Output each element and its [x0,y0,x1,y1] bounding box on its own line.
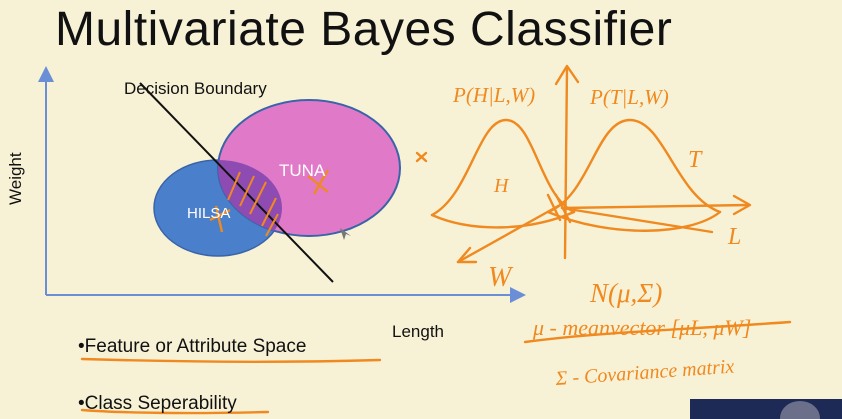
curve-t-annotation: T [688,147,702,173]
normal-annotation: N(μ,Σ) [590,278,663,308]
pdf-t-annotation: P(T|L,W) [590,85,669,109]
boundary-label: Decision Boundary [124,79,267,98]
hilsa-label: HILSA [187,205,231,222]
y-axis-label: Weight [6,152,25,205]
axis-l-annotation: L [728,224,742,250]
slide-title: Multivariate Bayes Classifier [55,3,673,56]
presenter-webcam-thumbnail [690,399,842,419]
axis-w-annotation: W [488,262,512,293]
presenter-avatar [780,401,820,419]
curve-h-annotation: H [494,175,509,197]
bullet-feature-space: •Feature or Attribute Space [78,336,307,357]
x-axis-label: Length [392,322,444,341]
mean-vector-annotation: μ - meanvector [μL, μW] [533,315,752,340]
covariance-annotation: Σ - Covariance matrix [554,355,735,390]
bullet-class-separability: •Class Seperability [78,393,237,414]
annotation-text [452,83,751,390]
tuna-label: TUNA [279,161,326,180]
pdf-h-annotation: P(H|L,W) [453,83,536,107]
